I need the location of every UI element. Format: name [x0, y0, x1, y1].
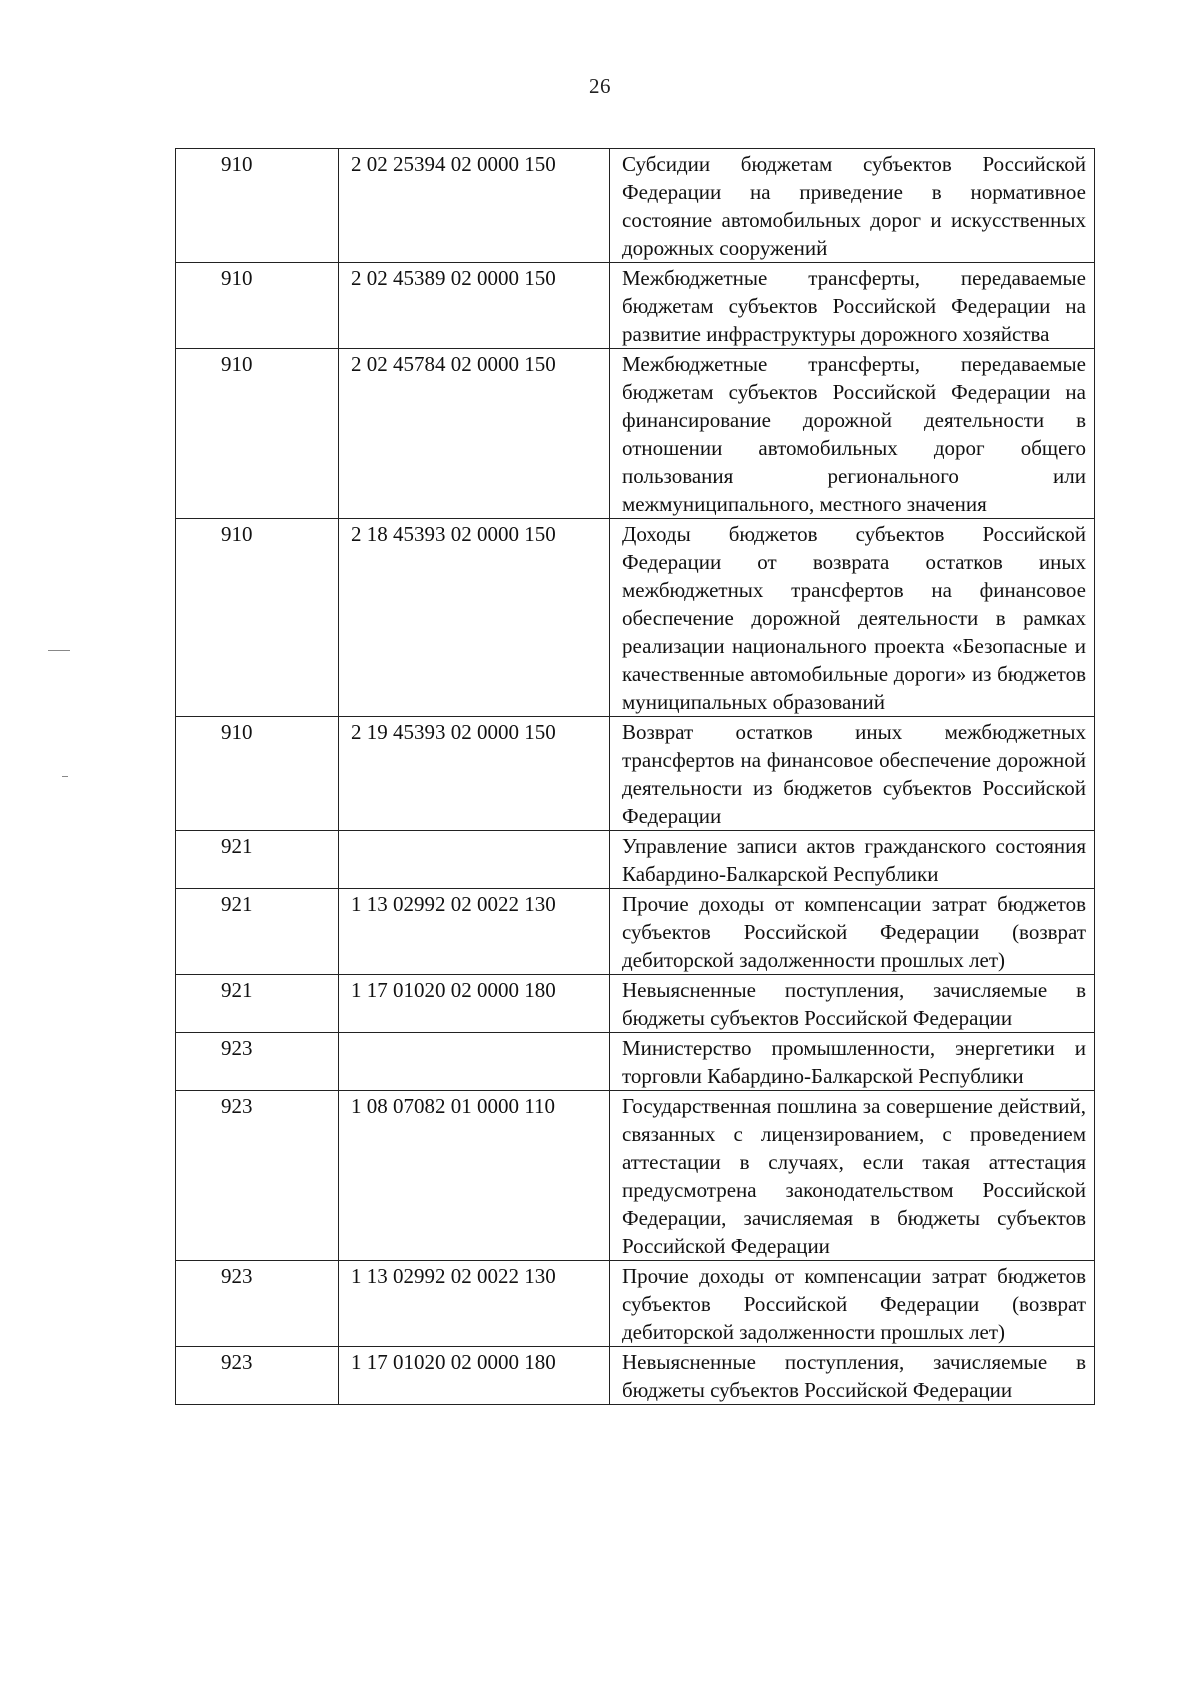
admin-code-cell: 910: [176, 263, 339, 349]
budget-code-cell: [339, 1033, 610, 1091]
description-cell: Управление записи актов гражданского состояния Кабардино-Балкарской Республики: [610, 831, 1095, 889]
description-cell: Прочие доходы от компенсации затрат бюджетов субъектов Российской Федерации (возврат дебиторской задолженности прошлых лет): [610, 889, 1095, 975]
table-row: [176, 263, 1095, 349]
description-cell: Межбюджетные трансферты, передаваемые бюджетам субъектов Российской Федерации на развитие инфраструктуры дорожного хозяйства: [610, 263, 1095, 349]
table-row: [176, 349, 1095, 519]
admin-code-cell: 921: [176, 831, 339, 889]
description-cell: Межбюджетные трансферты, передаваемые бюджетам субъектов Российской Федерации на финансирование дорожной деятельности в отношении автомобильных дорог общего пользования регионального или межмуниципального, местного значения: [610, 349, 1095, 519]
admin-code-cell: 921: [176, 975, 339, 1033]
table-row: [176, 889, 1095, 975]
description-cell: Невыясненные поступления, зачисляемые в бюджеты субъектов Российской Федерации: [610, 975, 1095, 1033]
admin-code-cell: 910: [176, 519, 339, 717]
admin-code-cell: 910: [176, 349, 339, 519]
admin-code-cell: 923: [176, 1091, 339, 1261]
description-cell: Невыясненные поступления, зачисляемые в бюджеты субъектов Российской Федерации: [610, 1347, 1095, 1405]
admin-code-cell: 921: [176, 889, 339, 975]
admin-code-cell: 923: [176, 1261, 339, 1347]
budget-code-cell: [339, 831, 610, 889]
budget-code-cell: 2 19 45393 02 0000 150: [339, 717, 610, 831]
page-number: 26: [589, 74, 611, 98]
budget-code-cell: 2 18 45393 02 0000 150: [339, 519, 610, 717]
budget-code-cell: 2 02 45784 02 0000 150: [339, 349, 610, 519]
budget-code-cell: 2 02 45389 02 0000 150: [339, 263, 610, 349]
table-body: [176, 149, 1095, 1405]
scan-artifact: [62, 776, 68, 777]
table-row: [176, 1091, 1095, 1261]
budget-code-cell: 1 17 01020 02 0000 180: [339, 975, 610, 1033]
revenue-codes-table: [175, 148, 1095, 1405]
description-cell: Прочие доходы от компенсации затрат бюджетов субъектов Российской Федерации (возврат дебиторской задолженности прошлых лет): [610, 1261, 1095, 1347]
admin-code-cell: 923: [176, 1347, 339, 1405]
table-row: [176, 975, 1095, 1033]
description-cell: Государственная пошлина за совершение действий, связанных с лицензированием, с проведением аттестации в случаях, если такая аттестация предусмотрена законодательством Российской Федерации, зачисляемая в бюджеты субъектов Российской Федерации: [610, 1091, 1095, 1261]
description-cell: Министерство промышленности, энергетики и торговли Кабардино-Балкарской Республики: [610, 1033, 1095, 1091]
admin-code-cell: 923: [176, 1033, 339, 1091]
table-row: [176, 831, 1095, 889]
admin-code-cell: 910: [176, 717, 339, 831]
admin-code-cell: 910: [176, 149, 339, 263]
description-cell: Доходы бюджетов субъектов Российской Федерации от возврата остатков иных межбюджетных трансфертов на финансовое обеспечение дорожной деятельности в рамках реализации национального проекта «Безопасные и качественные автомобильные дороги» из бюджетов муниципальных образований: [610, 519, 1095, 717]
table-row: [176, 1347, 1095, 1405]
budget-code-cell: 1 17 01020 02 0000 180: [339, 1347, 610, 1405]
table-row: [176, 519, 1095, 717]
scan-artifact: [48, 650, 70, 651]
table-row: [176, 1033, 1095, 1091]
budget-code-cell: 1 13 02992 02 0022 130: [339, 889, 610, 975]
budget-code-cell: 2 02 25394 02 0000 150: [339, 149, 610, 263]
description-cell: Возврат остатков иных межбюджетных трансфертов на финансовое обеспечение дорожной деятельности из бюджетов субъектов Российской Федерации: [610, 717, 1095, 831]
budget-code-cell: 1 08 07082 01 0000 110: [339, 1091, 610, 1261]
budget-code-cell: 1 13 02992 02 0022 130: [339, 1261, 610, 1347]
table-row: [176, 149, 1095, 263]
table-row: [176, 1261, 1095, 1347]
description-cell: Субсидии бюджетам субъектов Российской Федерации на приведение в нормативное состояние автомобильных дорог и искусственных дорожных сооружений: [610, 149, 1095, 263]
table-row: [176, 717, 1095, 831]
